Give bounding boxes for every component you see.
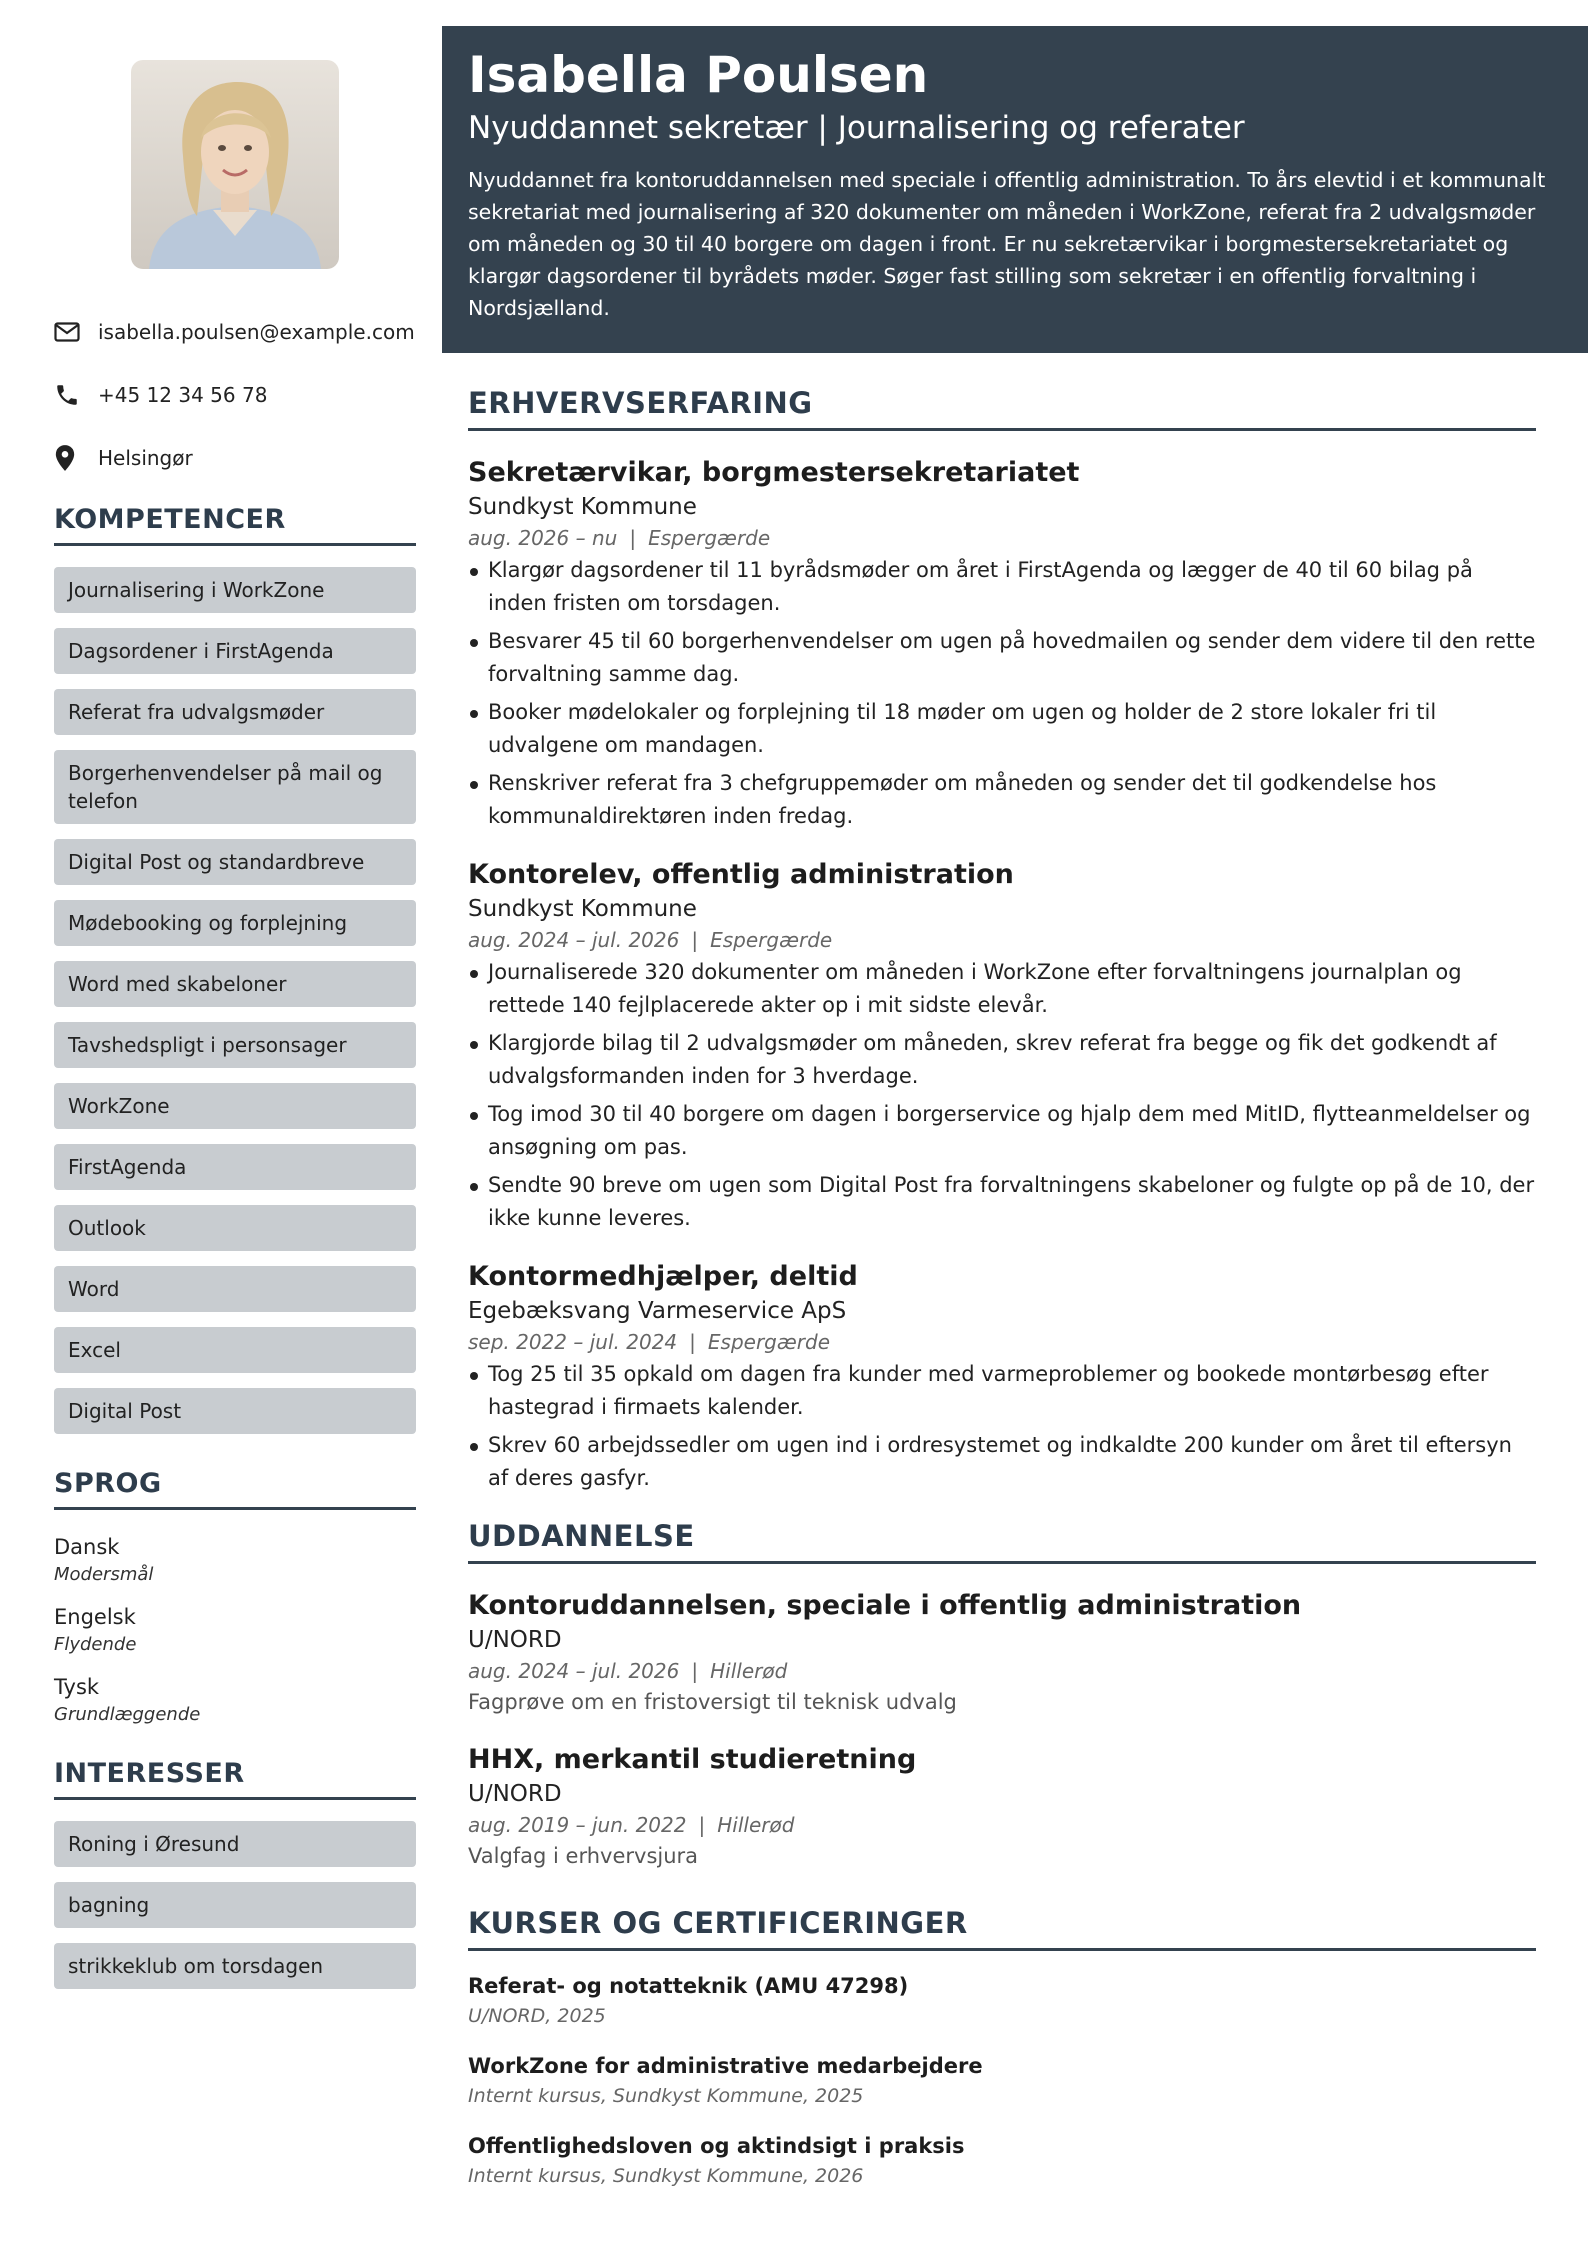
skill-tag: Journalisering i WorkZone bbox=[54, 567, 416, 613]
contact-location bbox=[54, 441, 416, 475]
job-title: Kontormedhjælper, deltid bbox=[468, 1261, 858, 1292]
job-bullet: Booker mødelokaler og forplejning til 18 møder om ugen og holder de 2 store lokaler fri til udvalgene om mandagen. bbox=[468, 696, 1536, 762]
person-summary: Nyuddannet fra kontoruddannelsen med speciale i offentlig administration. To års elevtid i et kommunalt sekretariat med journalisering af 320 dokumenter om måneden i WorkZone, referat fra 2 udvalgsmøder om måneden og 30 til 40 borgere om dagen i front. Er nu sekretærvikar i borgmestersekretariatet og klargør dagsordener til byrådets møder. Søger fast stilling som sekretær i en offentlig forvaltning i Nordsjælland. bbox=[468, 168, 1546, 320]
education-dates: aug. 2024 – jul. 2026 bbox=[468, 1659, 680, 1683]
course-entry bbox=[468, 2051, 1536, 2111]
contact-phone[interactable] bbox=[54, 378, 416, 412]
education-title: HHX, merkantil studieretning bbox=[468, 1744, 917, 1775]
contact-email[interactable] bbox=[54, 315, 416, 349]
meta-separator: | bbox=[691, 928, 699, 952]
language-item bbox=[54, 1602, 416, 1658]
job-dates: aug. 2024 – jul. 2026 bbox=[468, 928, 680, 952]
course-meta: Internt kursus, Sundkyst Kommune, 2026 bbox=[468, 2165, 864, 2187]
education-entry bbox=[468, 1588, 1536, 1718]
meta-separator: | bbox=[691, 1659, 699, 1683]
job-location: Espergærde bbox=[648, 526, 771, 550]
main-column bbox=[468, 386, 1536, 2191]
education-note: Valgfag i erhvervsjura bbox=[468, 1844, 699, 1868]
education-location: Hillerød bbox=[717, 1813, 795, 1837]
languages-list bbox=[54, 1532, 416, 1728]
location-pin-icon bbox=[54, 444, 98, 472]
course-title: Offentlighedsloven og aktindsigt i praksis bbox=[468, 2134, 965, 2158]
job-meta bbox=[468, 1327, 1536, 1357]
language-level: Modersmål bbox=[54, 1564, 154, 1585]
job-location: Espergærde bbox=[710, 928, 833, 952]
job-meta bbox=[468, 925, 1536, 955]
experience-section bbox=[468, 386, 1536, 1495]
skill-tag: Borgerhenvendelser på mail og telefon bbox=[54, 750, 416, 824]
interest-tag: Roning i Øresund bbox=[54, 1821, 416, 1867]
job-location: Espergærde bbox=[707, 1330, 831, 1354]
profile-photo-image bbox=[131, 60, 339, 269]
job-dates: sep. 2022 – jul. 2024 bbox=[468, 1330, 678, 1354]
job-bullet: Klargør dagsordener til 11 byrådsmøder om året i FirstAgenda og lægger de 40 til 60 bilag på inden fristen om torsdagen. bbox=[468, 554, 1536, 620]
course-meta: Internt kursus, Sundkyst Kommune, 2025 bbox=[468, 2085, 864, 2107]
courses-heading: KURSER OG CERTIFICERINGER bbox=[468, 1906, 1536, 1951]
interests-heading: INTERESSER bbox=[54, 1758, 416, 1800]
education-location: Hillerød bbox=[710, 1659, 788, 1683]
language-name: Dansk bbox=[54, 1535, 120, 1559]
skill-tag: Dagsordener i FirstAgenda bbox=[54, 628, 416, 674]
interest-tag: strikkeklub om torsdagen bbox=[54, 1943, 416, 1989]
course-entry bbox=[468, 2131, 1536, 2191]
phone-icon bbox=[54, 382, 98, 408]
language-item bbox=[54, 1672, 416, 1728]
job-bullets bbox=[468, 1358, 1536, 1495]
language-level: Flydende bbox=[54, 1634, 137, 1655]
skill-tag: Outlook bbox=[54, 1205, 416, 1251]
header-band bbox=[442, 26, 1588, 353]
skill-tag: Digital Post og standardbreve bbox=[54, 839, 416, 885]
meta-separator: | bbox=[698, 1813, 706, 1837]
skill-tag: Word bbox=[54, 1266, 416, 1312]
language-name: Engelsk bbox=[54, 1605, 136, 1629]
education-meta bbox=[468, 1656, 1536, 1686]
skill-tag: Word med skabeloner bbox=[54, 961, 416, 1007]
course-title: WorkZone for administrative medarbejdere bbox=[468, 2054, 983, 2078]
courses-section bbox=[468, 1906, 1536, 2191]
language-level: Grundlæggende bbox=[54, 1704, 201, 1725]
skill-tag: Excel bbox=[54, 1327, 416, 1373]
job-employer: Sundkyst Kommune bbox=[468, 896, 697, 922]
person-name: Isabella Poulsen bbox=[468, 46, 929, 104]
job-bullet: Klargjorde bilag til 2 udvalgsmøder om måneden, skrev referat fra begge og fik det godkendt af udvalgsformanden inden for 3 hverdage. bbox=[468, 1027, 1536, 1093]
experience-heading: ERHVERVSERFARING bbox=[468, 386, 1536, 431]
job-title: Kontorelev, offentlig administration bbox=[468, 859, 1014, 890]
person-headline: Nyuddannet sekretær | Journalisering og referater bbox=[468, 110, 1245, 146]
job-bullet: Tog imod 30 til 40 borgere om dagen i borgerservice og hjalp dem med MitID, flytteanmeldelser og ansøgning om pas. bbox=[468, 1098, 1536, 1164]
job-bullets bbox=[468, 956, 1536, 1235]
education-title: Kontoruddannelsen, speciale i offentlig administration bbox=[468, 1590, 1302, 1621]
job-bullet: Skrev 60 arbejdssedler om ugen ind i ordresystemet og indkaldte 200 kunder om året til eftersyn af deres gasfyr. bbox=[468, 1429, 1536, 1495]
education-note: Fagprøve om en fristoversigt til teknisk udvalg bbox=[468, 1690, 957, 1714]
profile-photo bbox=[131, 60, 339, 269]
job-employer: Sundkyst Kommune bbox=[468, 494, 697, 520]
course-entry bbox=[468, 1971, 1536, 2031]
education-section bbox=[468, 1519, 1536, 1872]
education-heading: UDDANNELSE bbox=[468, 1519, 1536, 1564]
education-school: U/NORD bbox=[468, 1781, 562, 1807]
contact-list bbox=[54, 315, 416, 475]
education-meta bbox=[468, 1810, 1536, 1840]
education-list bbox=[468, 1588, 1536, 1872]
language-name: Tysk bbox=[54, 1675, 100, 1699]
skill-tag: Digital Post bbox=[54, 1388, 416, 1434]
skills-list bbox=[54, 567, 416, 1434]
job-bullet: Besvarer 45 til 60 borgerhenvendelser om ugen på hovedmailen og sender dem videre til den rette forvaltning samme dag. bbox=[468, 625, 1536, 691]
job-meta bbox=[468, 523, 1536, 553]
course-meta: U/NORD, 2025 bbox=[468, 2005, 606, 2027]
meta-separator: | bbox=[629, 526, 637, 550]
job-bullets bbox=[468, 554, 1536, 833]
meta-separator: | bbox=[689, 1330, 696, 1354]
skill-tag: WorkZone bbox=[54, 1083, 416, 1129]
courses-list bbox=[468, 1971, 1536, 2191]
job-dates: aug. 2026 – nu bbox=[468, 526, 618, 550]
job-employer: Egebæksvang Varmeservice ApS bbox=[468, 1298, 847, 1324]
language-item bbox=[54, 1532, 416, 1588]
education-school: U/NORD bbox=[468, 1627, 562, 1653]
job-entry bbox=[468, 1259, 1536, 1495]
education-entry bbox=[468, 1742, 1536, 1872]
contact-location-text: Helsingør bbox=[98, 446, 193, 470]
skills-heading: KOMPETENCER bbox=[54, 504, 416, 546]
course-title: Referat- og notatteknik (AMU 47298) bbox=[468, 1974, 909, 1998]
skill-tag: Mødebooking og forplejning bbox=[54, 900, 416, 946]
job-entry bbox=[468, 857, 1536, 1235]
education-dates: aug. 2019 – jun. 2022 bbox=[468, 1813, 687, 1837]
skill-tag: Referat fra udvalgsmøder bbox=[54, 689, 416, 735]
skill-tag: FirstAgenda bbox=[54, 1144, 416, 1190]
interest-tag: bagning bbox=[54, 1882, 416, 1928]
job-title: Sekretærvikar, borgmestersekretariatet bbox=[468, 457, 1080, 488]
interests-list bbox=[54, 1821, 416, 1989]
sidebar bbox=[54, 60, 416, 2004]
job-entry bbox=[468, 455, 1536, 833]
job-bullet: Sendte 90 breve om ugen som Digital Post fra forvaltningens skabeloner og fulgte op på de 10, der ikke kunne leveres. bbox=[468, 1169, 1536, 1235]
experience-list bbox=[468, 455, 1536, 1495]
languages-heading: SPROG bbox=[54, 1468, 416, 1510]
contact-email-text: isabella.poulsen@example.com bbox=[98, 320, 415, 344]
skill-tag: Tavshedspligt i personsager bbox=[54, 1022, 416, 1068]
job-bullet: Tog 25 til 35 opkald om dagen fra kunder med varmeproblemer og bookede montørbesøg efter hastegrad i firmaets kalender. bbox=[468, 1358, 1536, 1424]
contact-phone-text: +45 12 34 56 78 bbox=[98, 383, 268, 407]
mail-icon bbox=[54, 322, 98, 342]
job-bullet: Renskriver referat fra 3 chefgruppemøder om måneden og sender det til godkendelse hos kommunaldirektøren inden fredag. bbox=[468, 767, 1536, 833]
job-bullet: Journaliserede 320 dokumenter om måneden i WorkZone efter forvaltningens journalplan og rettede 140 fejlplacerede akter op i mit sidste elevår. bbox=[468, 956, 1536, 1022]
